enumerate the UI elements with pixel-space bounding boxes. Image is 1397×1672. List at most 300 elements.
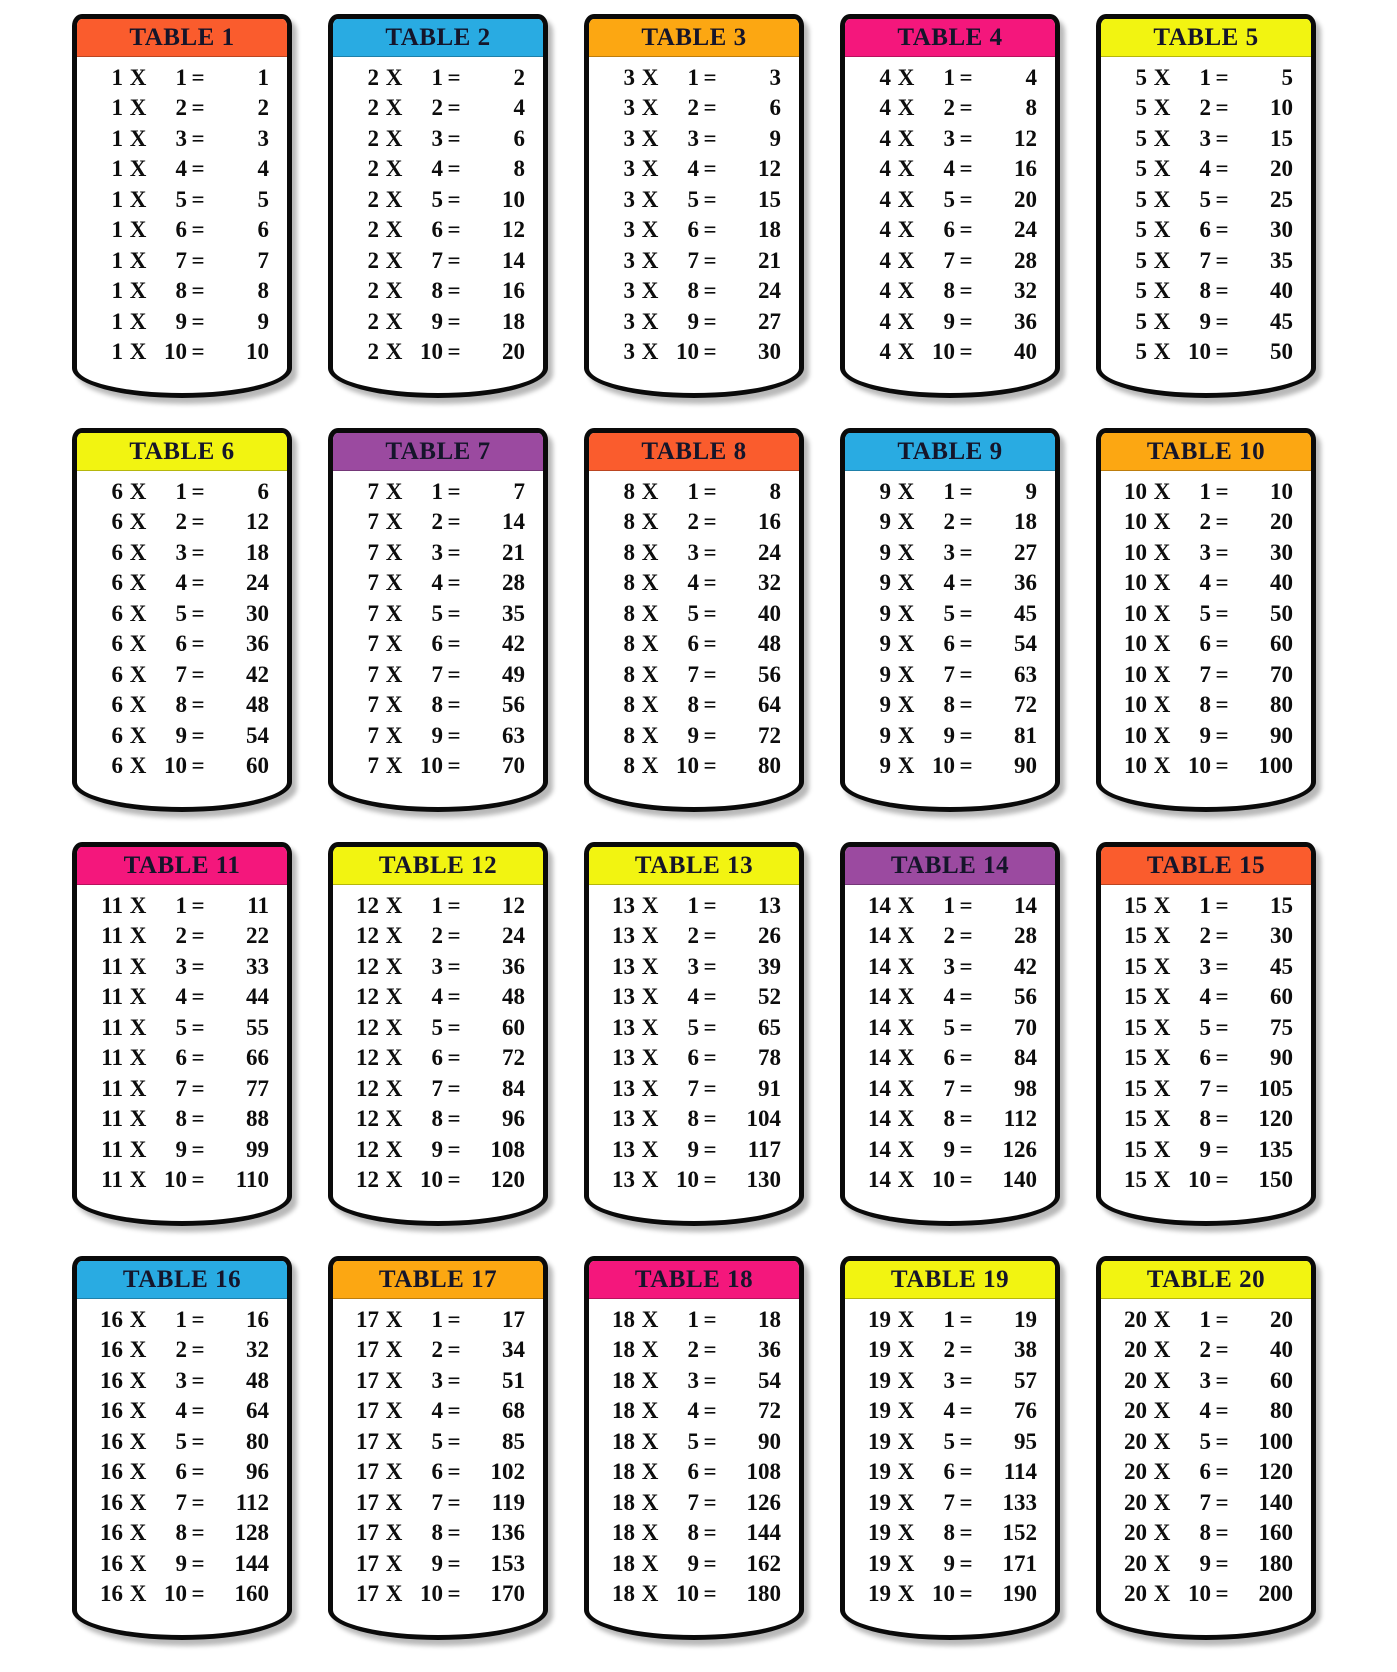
table-card-18 [584,1256,804,1640]
factor-value: 6 [111,600,123,626]
equals-symbol: = [447,692,461,718]
multiplier-value: 6 [1199,217,1211,243]
product-value: 14 [1014,893,1037,918]
product-value: 30 [1270,923,1293,949]
fact-row [1111,985,1293,1008]
factor-value: 9 [879,722,891,748]
multiplier-value: 5 [431,600,443,626]
factor-value: 12 [356,1045,379,1071]
fact-row [343,924,525,947]
fact-row [599,218,781,241]
table-card-19 [840,1256,1060,1640]
fact-row [599,310,781,333]
fact-row [1111,1491,1293,1514]
times-symbol: X [385,1014,403,1040]
factor-value: 2 [367,278,379,304]
product-value: 85 [502,1428,525,1454]
product-value: 72 [502,1045,525,1071]
table-title: TABLE 1 [129,23,235,51]
factor-value: 4 [879,95,891,121]
equals-symbol: = [447,95,461,121]
table-card-header [845,847,1055,885]
multiplier-value: 6 [431,631,443,657]
fact-row [1111,1308,1293,1331]
equals-symbol: = [1215,1580,1229,1606]
times-symbol: X [129,1428,147,1454]
equals-symbol: = [959,1520,973,1546]
equals-symbol: = [447,156,461,182]
equals-symbol: = [1215,247,1229,273]
equals-symbol: = [191,893,205,918]
fact-row [599,1077,781,1100]
fact-row [87,693,269,716]
factor-value: 17 [356,1307,379,1332]
product-value: 18 [246,539,269,565]
fact-row [343,480,525,503]
equals-symbol: = [959,1398,973,1424]
fact-row [343,1430,525,1453]
multiplier-value: 9 [1199,722,1211,748]
product-value: 180 [1258,1550,1293,1576]
fact-row [599,510,781,533]
equals-symbol: = [191,509,205,535]
multiplier-value: 3 [431,539,443,565]
product-value: 25 [1270,186,1293,212]
equals-symbol: = [959,722,973,748]
table-card-11 [72,842,292,1226]
fact-row [855,279,1037,302]
fact-row [87,1077,269,1100]
table-body [1101,57,1311,393]
factor-value: 14 [868,984,891,1010]
times-symbol: X [1153,1337,1171,1363]
product-value: 24 [246,570,269,596]
product-value: 112 [235,1489,269,1515]
fact-row [1111,510,1293,533]
multiplier-value: 8 [1199,1106,1211,1132]
multiplier-value: 3 [1199,1367,1211,1393]
fact-row [599,602,781,625]
multiplier-value: 1 [175,1307,187,1332]
fact-row [599,541,781,564]
fact-row [343,955,525,978]
product-value: 24 [502,923,525,949]
times-symbol: X [1153,1520,1171,1546]
factor-value: 2 [367,95,379,121]
factor-value: 5 [1135,156,1147,182]
product-value: 75 [1270,1014,1293,1040]
product-value: 80 [246,1428,269,1454]
fact-row [1111,1552,1293,1575]
times-symbol: X [897,752,915,778]
equals-symbol: = [447,1337,461,1363]
fact-row [343,218,525,241]
multiplier-value: 4 [431,156,443,182]
multiplier-value: 2 [687,1337,699,1363]
equals-symbol: = [959,1580,973,1606]
fact-row [87,754,269,777]
times-symbol: X [129,600,147,626]
factor-value: 6 [111,570,123,596]
multiplier-value: 2 [175,1337,187,1363]
product-value: 152 [1002,1520,1037,1546]
times-symbol: X [641,509,659,535]
times-symbol: X [1153,1136,1171,1162]
times-symbol: X [385,600,403,626]
equals-symbol: = [447,661,461,687]
fact-row [343,1582,525,1605]
equals-symbol: = [447,722,461,748]
multiplier-value: 2 [943,1337,955,1363]
equals-symbol: = [447,1045,461,1071]
product-value: 105 [1258,1075,1293,1101]
equals-symbol: = [191,1398,205,1424]
equals-symbol: = [447,1307,461,1332]
product-value: 21 [758,247,781,273]
factor-value: 4 [879,247,891,273]
equals-symbol: = [191,722,205,748]
product-value: 56 [502,692,525,718]
multiplier-value: 7 [175,661,187,687]
times-symbol: X [129,95,147,121]
times-symbol: X [641,338,659,364]
multiplier-value: 10 [1188,338,1211,364]
fact-row [855,693,1037,716]
multiplier-value: 5 [943,1014,955,1040]
table-body [77,57,287,393]
multiplier-value: 10 [164,752,187,778]
multiplier-value: 4 [1199,1398,1211,1424]
multiplier-value: 7 [943,1075,955,1101]
equals-symbol: = [1215,1014,1229,1040]
times-symbol: X [641,65,659,90]
factor-value: 11 [101,923,123,949]
table-body [845,471,1055,807]
fact-row [87,1046,269,1069]
multiplier-value: 10 [164,338,187,364]
factor-value: 8 [623,570,635,596]
factor-value: 13 [612,1106,635,1132]
factor-value: 19 [868,1489,891,1515]
product-value: 100 [1258,1428,1293,1454]
fact-row [87,1016,269,1039]
times-symbol: X [897,539,915,565]
fact-row [87,96,269,119]
product-value: 6 [257,217,269,243]
equals-symbol: = [959,1337,973,1363]
times-symbol: X [641,1489,659,1515]
table-title: TABLE 6 [129,437,235,465]
product-value: 160 [1258,1520,1293,1546]
multiplier-value: 8 [1199,1520,1211,1546]
multiplier-value: 2 [431,509,443,535]
equals-symbol: = [191,661,205,687]
product-value: 15 [758,186,781,212]
factor-value: 5 [1135,308,1147,334]
table-card-8 [584,428,804,812]
fact-row [855,663,1037,686]
fact-row [87,571,269,594]
multiplier-value: 6 [1199,631,1211,657]
product-value: 2 [513,65,525,90]
times-symbol: X [129,1337,147,1363]
product-value: 39 [758,953,781,979]
factor-value: 11 [101,1075,123,1101]
multiplier-value: 7 [1199,661,1211,687]
equals-symbol: = [959,1428,973,1454]
factor-value: 20 [1124,1489,1147,1515]
product-value: 133 [1002,1489,1037,1515]
multiplier-value: 6 [1199,1045,1211,1071]
product-value: 64 [758,692,781,718]
times-symbol: X [897,600,915,626]
factor-value: 6 [111,539,123,565]
multiplier-value: 6 [175,631,187,657]
product-value: 171 [1002,1550,1037,1576]
factor-value: 8 [623,661,635,687]
factor-value: 1 [111,95,123,121]
times-symbol: X [1153,539,1171,565]
factor-value: 17 [356,1580,379,1606]
multiplier-value: 10 [420,1166,443,1192]
multiplier-value: 7 [1199,247,1211,273]
multiplier-value: 4 [687,984,699,1010]
times-symbol: X [385,923,403,949]
table-card-header [77,847,287,885]
table-title: TABLE 7 [385,437,491,465]
times-symbol: X [1153,308,1171,334]
multiplier-value: 6 [943,1045,955,1071]
equals-symbol: = [447,125,461,151]
multiplier-value: 10 [420,1580,443,1606]
fact-row [599,1308,781,1331]
times-symbol: X [641,631,659,657]
factor-value: 18 [612,1580,635,1606]
multiplier-value: 9 [687,1136,699,1162]
multiplier-value: 10 [932,1580,955,1606]
fact-row [855,1338,1037,1361]
table-card-header [1101,847,1311,885]
equals-symbol: = [191,1428,205,1454]
table-title: TABLE 5 [1153,23,1259,51]
factor-value: 8 [623,600,635,626]
multiplier-value: 6 [175,217,187,243]
fact-row [343,127,525,150]
multiplier-value: 2 [687,923,699,949]
equals-symbol: = [703,1580,717,1606]
fact-row [599,340,781,363]
fact-row [343,724,525,747]
fact-row [87,279,269,302]
fact-row [1111,1430,1293,1453]
multiplier-value: 9 [943,1136,955,1162]
fact-row [87,480,269,503]
multiplier-value: 5 [687,186,699,212]
fact-row [855,1016,1037,1039]
product-value: 12 [1014,125,1037,151]
times-symbol: X [385,186,403,212]
equals-symbol: = [703,1459,717,1485]
product-value: 9 [1025,479,1037,504]
factor-value: 18 [612,1459,635,1485]
equals-symbol: = [703,1520,717,1546]
factor-value: 13 [612,953,635,979]
times-symbol: X [129,278,147,304]
factor-value: 10 [1124,509,1147,535]
table-card-14 [840,842,1060,1226]
multiplier-value: 5 [687,1014,699,1040]
times-symbol: X [1153,722,1171,748]
equals-symbol: = [703,1166,717,1192]
product-value: 55 [246,1014,269,1040]
times-symbol: X [385,631,403,657]
table-card-header [1101,1261,1311,1299]
times-symbol: X [641,1307,659,1332]
fact-row [343,249,525,272]
multiplier-value: 4 [175,570,187,596]
equals-symbol: = [703,923,717,949]
factor-value: 18 [612,1367,635,1393]
multiplier-value: 4 [431,570,443,596]
factor-value: 15 [1124,953,1147,979]
multiplier-value: 8 [687,278,699,304]
times-symbol: X [129,509,147,535]
multiplier-value: 7 [1199,1075,1211,1101]
fact-row [599,571,781,594]
times-symbol: X [641,308,659,334]
fact-row [87,724,269,747]
fact-row [1111,1369,1293,1392]
times-symbol: X [129,1367,147,1393]
factor-value: 9 [879,539,891,565]
equals-symbol: = [1215,278,1229,304]
times-symbol: X [385,308,403,334]
times-symbol: X [385,217,403,243]
fact-row [599,188,781,211]
times-symbol: X [1153,1489,1171,1515]
fact-row [87,663,269,686]
equals-symbol: = [191,1459,205,1485]
multiplier-value: 8 [687,692,699,718]
fact-row [343,1046,525,1069]
product-value: 19 [1014,1307,1037,1332]
times-symbol: X [641,278,659,304]
product-value: 110 [235,1166,269,1192]
product-value: 48 [758,631,781,657]
equals-symbol: = [959,631,973,657]
equals-symbol: = [447,1367,461,1393]
product-value: 14 [502,247,525,273]
times-symbol: X [897,692,915,718]
equals-symbol: = [191,217,205,243]
equals-symbol: = [1215,1398,1229,1424]
equals-symbol: = [447,65,461,90]
equals-symbol: = [1215,1367,1229,1393]
times-symbol: X [897,247,915,273]
multiplier-value: 5 [175,186,187,212]
times-symbol: X [1153,1459,1171,1485]
product-value: 40 [1270,278,1293,304]
times-symbol: X [129,247,147,273]
factor-value: 3 [623,95,635,121]
product-value: 180 [746,1580,781,1606]
product-value: 16 [246,1307,269,1332]
factor-value: 6 [111,722,123,748]
fact-row [855,1521,1037,1544]
times-symbol: X [385,570,403,596]
table-card-header [333,19,543,57]
product-value: 60 [1270,631,1293,657]
multiplier-value: 8 [687,1106,699,1132]
equals-symbol: = [703,1550,717,1576]
factor-value: 10 [1124,539,1147,565]
product-value: 24 [1014,217,1037,243]
multiplier-value: 7 [431,661,443,687]
factor-value: 1 [111,125,123,151]
equals-symbol: = [1215,156,1229,182]
product-value: 57 [1014,1367,1037,1393]
equals-symbol: = [447,479,461,504]
product-value: 126 [1002,1136,1037,1162]
product-value: 8 [1025,95,1037,121]
table-card-header [589,847,799,885]
multiplier-value: 9 [175,308,187,334]
fact-row [1111,1138,1293,1161]
times-symbol: X [897,570,915,596]
times-symbol: X [897,1106,915,1132]
factor-value: 18 [612,1520,635,1546]
factor-value: 15 [1124,1166,1147,1192]
table-card-header [1101,433,1311,471]
product-value: 20 [1270,156,1293,182]
multiplier-value: 5 [943,186,955,212]
multiplier-value: 3 [175,1367,187,1393]
multiplier-value: 10 [932,1166,955,1192]
times-symbol: X [129,1045,147,1071]
table-title: TABLE 15 [1146,851,1266,879]
table-body [1101,885,1311,1221]
multiplier-value: 9 [431,308,443,334]
fact-row [87,894,269,917]
equals-symbol: = [1215,509,1229,535]
fact-row [343,1107,525,1130]
product-value: 140 [1258,1489,1293,1515]
product-value: 76 [1014,1398,1037,1424]
fact-row [87,955,269,978]
fact-row [87,188,269,211]
equals-symbol: = [959,1489,973,1515]
factor-value: 12 [356,1075,379,1101]
times-symbol: X [1153,1550,1171,1576]
multiplier-value: 1 [943,1307,955,1332]
fact-row [1111,1582,1293,1605]
multiplier-value: 8 [943,692,955,718]
equals-symbol: = [959,1367,973,1393]
multiplier-value: 10 [676,1166,699,1192]
table-body [589,471,799,807]
factor-value: 11 [101,1014,123,1040]
product-value: 36 [1014,308,1037,334]
equals-symbol: = [1215,600,1229,626]
fact-row [87,1491,269,1514]
table-card-header [333,1261,543,1299]
factor-value: 11 [101,1106,123,1132]
times-symbol: X [129,186,147,212]
factor-value: 18 [612,1398,635,1424]
times-symbol: X [897,631,915,657]
times-symbol: X [385,65,403,90]
times-symbol: X [129,217,147,243]
